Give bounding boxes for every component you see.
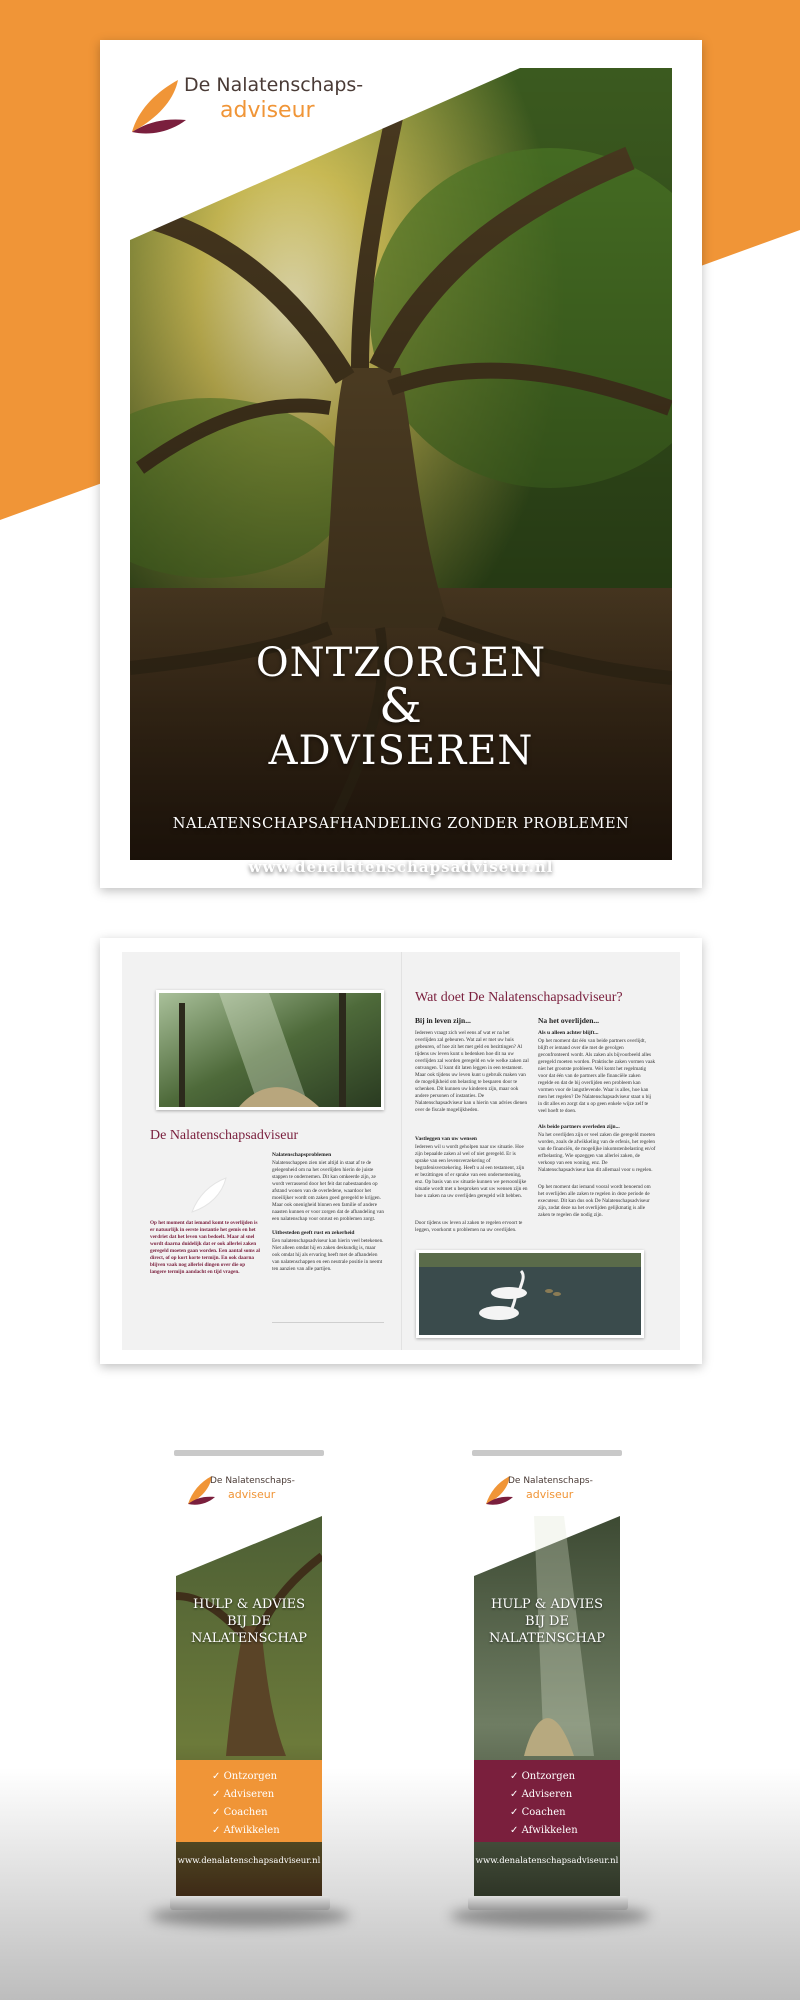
- banner-right-item-1: ✓ Ontzorgen: [510, 1771, 576, 1782]
- spread-left-heading: De Nalatenschapsadviseur: [150, 1128, 299, 1143]
- banner-left-canvas: [176, 1456, 322, 1896]
- banner-left-website: www.denalatenschapsadviseur.nl: [177, 1856, 321, 1866]
- spread-col2-text1: Op het moment dat één van beide partners overlijdt, blijft er iemand over die met de gevolgen geconfronteerd wordt. Als zaken als bijvoorbeeld alles geregeld moeten worden. Praktische zaken vormen vaak niet het grootste probleem. Wel komt het regelmatig voor dat één van de partners alle financiële zaken regelde en dat de bij overlijden een probleem kan vormen voor de langstlevende. Waar is alles, hoe kan men het regelen? De Nalatenschapsadviseur staat u bij in dit alles en zorgt dat u op geen enkele wijze zelf te veel hoeft te doen.: [538, 1038, 656, 1114]
- banner-left-logo-line2: adviseur: [228, 1488, 276, 1501]
- banner-right-headline-3: NALATENSCHAP: [489, 1631, 605, 1646]
- cover-title-line1: ONTZORGEN: [255, 640, 547, 686]
- logo-line2: adviseur: [220, 98, 315, 123]
- banner-right-item-3: ✓ Coachen: [510, 1807, 566, 1818]
- spread-mid-text2: Een nalatenschapsadviseur kan hierin veel betekenen. Niet alleen omdat hij en zaken deskundig is, maar ook omdat hij als ervaring heeft met de afhandelen van nalatenschappen en een neutrale positie in neemt ten aanzien van alle partijen.: [272, 1238, 384, 1272]
- brochure-cover: [100, 40, 702, 888]
- banner-right-panel: [474, 1760, 620, 1842]
- banner-right-website: www.denalatenschapsadviseur.nl: [475, 1856, 619, 1866]
- banner-right-canvas: [474, 1456, 620, 1896]
- banner-left-headline-1: HULP & ADVIES: [192, 1597, 305, 1612]
- cover-subtitle: NALATENSCHAPSAFHANDELING ZONDER PROBLEMEN: [172, 816, 630, 832]
- banner-right-item-4: ✓ Afwikkelen: [510, 1825, 578, 1836]
- banner-left-panel: [176, 1760, 322, 1842]
- banner-right-headline-2: BIJ DE: [525, 1614, 569, 1629]
- banner-right-list: [510, 1768, 578, 1840]
- forest-photo: [156, 990, 384, 1110]
- spread-col1-sub: Vastleggen van uw wensen: [415, 1136, 477, 1142]
- logo-line1: De Nalatenschaps-: [184, 74, 364, 96]
- banner-left-list: [212, 1768, 280, 1840]
- spread-quote: Op het moment dat iemand komt te overlijden is er natuurlijk in eerste instantie het gemis en het verdriet dat het leven van bedoelt. Maar al snel wordt daarna duidelijk dat er ook allerlei zaken geregeld moeten gaan worden. Een aantal soms al direct, of op kort korte termijn. En ook daarna blijven vaak nog allerlei dingen over die op langere termijn aandacht en tijd vragen.: [150, 1220, 260, 1275]
- banner-right-item-2: ✓ Adviseren: [510, 1789, 573, 1800]
- banner-right-headline-1: HULP & ADVIES: [490, 1597, 603, 1612]
- spread-col2-sub1: Als u alleen achter blijft...: [538, 1030, 599, 1036]
- brochure-inner-spread: [100, 938, 702, 1364]
- feather-icon: [190, 1176, 230, 1214]
- spread-col1-text3: Door tijdens uw leven al zaken te regelen ervoort te leggen, voorkomt u problemen na uw overlijden.: [415, 1220, 523, 1233]
- spread-col2-heading: Na het overlijden...: [538, 1016, 600, 1025]
- banner-right-logo-line2: adviseur: [526, 1488, 574, 1501]
- banner-left-headline-2: BIJ DE: [227, 1614, 271, 1629]
- banner-right-base: [468, 1896, 628, 1910]
- banner-right-logo-line1: De Nalatenschaps-: [508, 1476, 593, 1486]
- divider: [272, 1322, 384, 1323]
- banner-right-headline: [474, 1596, 620, 1647]
- spread-main-heading: Wat doet De Nalatenschapsadviseur?: [415, 990, 623, 1005]
- banner-left-logo-line1: De Nalatenschaps-: [210, 1476, 295, 1486]
- spread-col1-heading: Bij in leven zijn...: [415, 1016, 471, 1025]
- banner-left-base: [170, 1896, 330, 1910]
- spread-col2-sub2: Als beide partners overleden zijn...: [538, 1124, 620, 1130]
- cover-text-layer: [130, 68, 672, 876]
- spread-col2-text2: Na het overlijden zijn er veel zaken die geregeld moeten worden, zoals de afwikkeling van de erfenis, het regelen van de financiën, de mogelijke inkomstenbelasting en/of erfbelasting. Wie opzeggen van allerlei zaken, de verkoop van een woning, enz. De Nalatenschapsadviseur kan dit allemaal voor u regelen.: [538, 1132, 656, 1173]
- spread-col1-text: Iedereen vraagt zich wel eens af wat er na het overlijden zal gebeuren. Wat zal er met uw huis gebeuren, of hoe zit het met geld en bezittingen? Al tijdens uw leven kunt u bedenken hoe dit na uw overlijden zal worden geregeld en wie welke zaken zal ontvangen. U kunt dit laten leggen in een testament. Maar ook tijdens uw leven kunt u gebruik maken van de mogelijkheid om belasting te besparen door te schenken. Dit kunnen uw kinderen zijn, maar ook andere personen of instanties. De Nalatenschapsadviseur kan u hierin van advies dienen over de fiscale mogelijkheden.: [415, 1030, 529, 1113]
- banner-left-item-4: ✓ Afwikkelen: [212, 1825, 280, 1836]
- banner-left-item-3: ✓ Coachen: [212, 1807, 268, 1818]
- cover-title-amp: &: [379, 678, 423, 734]
- cover-website: www.denalatenschapsadviseur.nl: [248, 858, 554, 876]
- spread-page: [122, 952, 680, 1350]
- spread-col1-text2: Iedereen wil u wordt geholpen naar uw situatie. Hoe zijn bepaalde zaken al wel of niet geregeld. Er is sprake van een levensverzekering of begrafenisverzekering. Heeft u al een testament, zijn er bezittingen of er sprake van een ondernemening, enz. Op basis van uw situatie kunnen we persoonlijke situatie wordt met u besproken wat uw wensen zijn en hoe u zaken na uw overlijden geregeld wilt hebben.: [415, 1144, 528, 1199]
- spread-mid-sub2: Uitbesteden geeft rust en zekerheid: [272, 1230, 355, 1236]
- cover-title-line2: ADVISEREN: [268, 728, 534, 774]
- swans-photo: [416, 1250, 644, 1338]
- banner-right: [468, 1450, 628, 1920]
- banner-left-item-2: ✓ Adviseren: [212, 1789, 275, 1800]
- banner-left-item-1: ✓ Ontzorgen: [212, 1771, 278, 1782]
- banner-left-headline-3: NALATENSCHAP: [191, 1631, 307, 1646]
- banner-left-headline: [176, 1596, 322, 1647]
- spread-mid-text1: Nalatenschappen zien niet altijd in staat af te de gelegenheid om na het overlijden hierin de juiste stappen te ondernemen. Dit kan omkeerde zijn, ze wordt verrassend door het feit dat nabestaanden op afstand wonen van de overledene, waardoor het moeilijker wordt om zaken goed geregeld te krijgen. Maar ook onenigheid binnen een familie of andere naasten kunnen er voor zorgen dat de afhandeling van een nalatenschap voor onrust en problemen zorgt.: [272, 1160, 384, 1222]
- banner-left: [170, 1450, 330, 1920]
- spread-col2-text3: Op het moment dat iemand vooral wordt benoemd om het overlijden alle zaken te regelen in deze periode de executeur. Dit kan dus ook De Nalatenschapsadviseur zijn, zodat deze na het overlijden gelijkmatig is alle zaken te regelen die nodig zijn.: [538, 1184, 651, 1218]
- spread-mid-sub1: Nalatenschapsproblemen: [272, 1152, 332, 1158]
- spread-fold: [401, 952, 402, 1350]
